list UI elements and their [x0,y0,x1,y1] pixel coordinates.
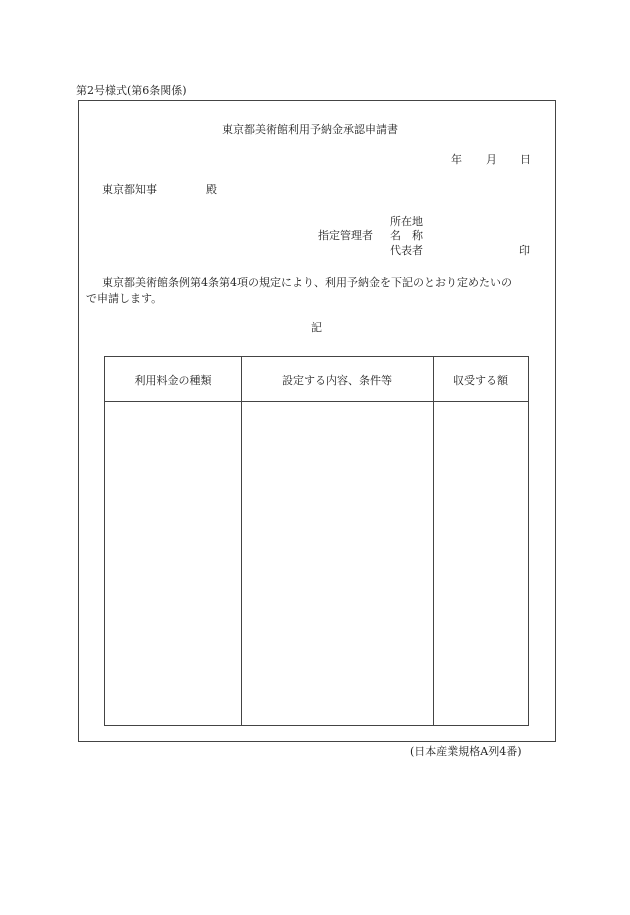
footer-note: (日本産業規格A列4番) [410,745,522,758]
header-divider [105,401,528,402]
applicant-role: 指定管理者 [318,229,373,242]
date-day: 日 [520,153,531,166]
seal-mark: 印 [519,244,530,257]
representative-label: 代表者 [390,244,423,257]
addressee-name: 東京都知事 [102,183,157,196]
address-label: 所在地 [390,215,423,228]
table-header-amount: 収受する額 [453,374,508,387]
date-month: 月 [486,153,497,166]
table-header-conditions: 設定する内容、条件等 [282,374,392,387]
table-header-fee-type: 利用料金の種類 [134,374,212,387]
column-divider-1 [241,357,242,725]
body-text-line2: で申請します。 [86,292,163,305]
fee-table [104,356,529,726]
name-label: 名 称 [390,229,423,242]
date-year: 年 [451,153,462,166]
form-number: 第2号様式(第6条関係) [76,84,187,97]
column-divider-2 [433,357,434,725]
addressee-honorific: 殿 [206,183,217,196]
form-title: 東京都美術館利用予納金承認申請書 [222,123,398,136]
body-text-line1: 東京都美術館条例第4条第4項の規定により、利用予納金を下記のとおり定めたいの [102,276,512,289]
ki-mark: 記 [311,321,322,334]
